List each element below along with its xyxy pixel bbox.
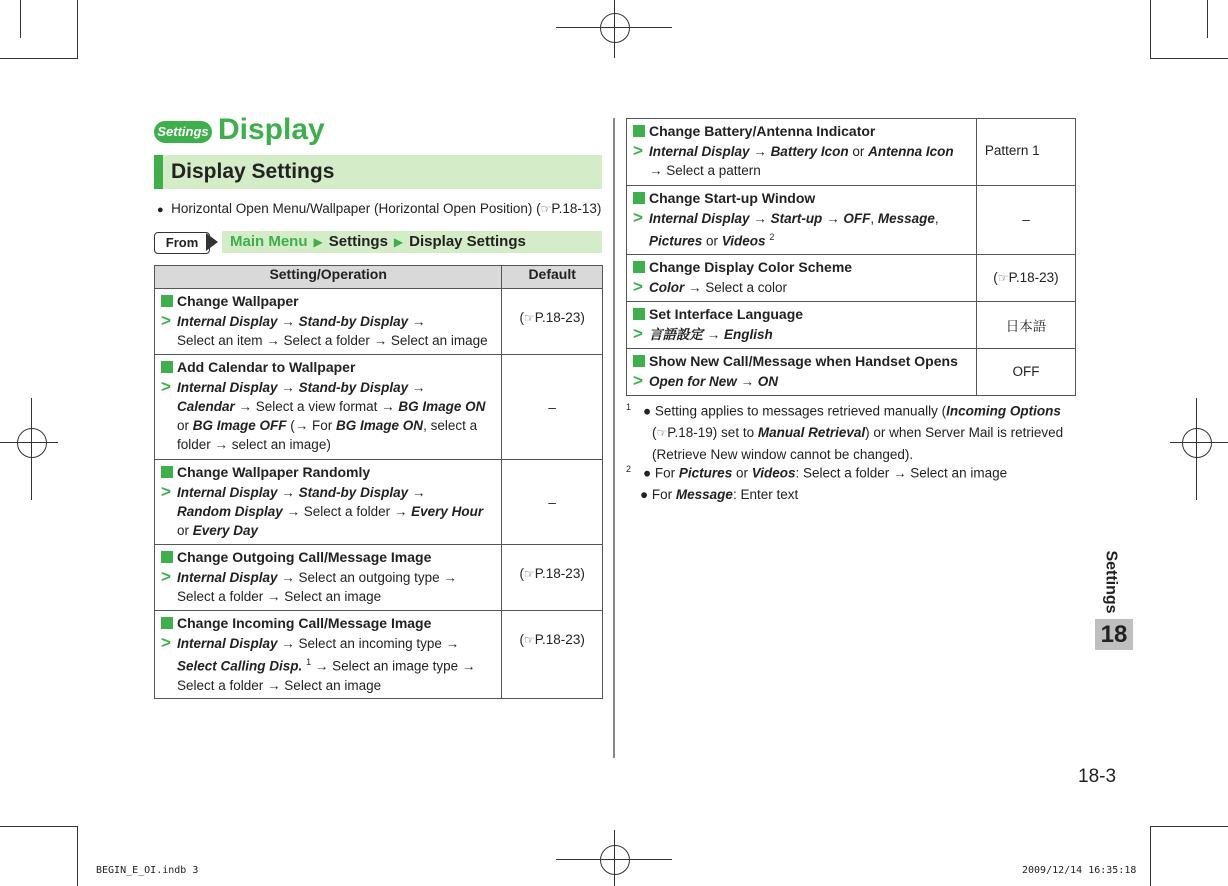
square-bullet-icon (633, 125, 645, 137)
square-bullet-icon (633, 308, 645, 320)
hand-icon: ☞ (524, 633, 535, 647)
triangle-right-icon: ▶ (313, 235, 323, 249)
footer-file: BEGIN_E_OI.indb 3 (96, 865, 199, 876)
square-bullet-icon (161, 361, 173, 373)
table-row: Change Outgoing Call/Message Image > Internal Display → Select an outgoing type → Select a folder → Select an image (☞P.18-23) (155, 545, 603, 611)
default-value: – (976, 186, 1075, 255)
chevron-right-icon: > (633, 208, 643, 227)
row-title: Show New Call/Message when Handset Opens (649, 352, 958, 369)
square-bullet-icon (161, 295, 173, 307)
hand-icon: ☞ (524, 311, 535, 325)
row-title: Change Wallpaper (177, 293, 299, 309)
chevron-right-icon: > (161, 633, 171, 652)
page-number: 18-3 (1078, 766, 1117, 787)
row-title: Change Incoming Call/Message Image (177, 615, 432, 631)
chevron-right-icon: > (633, 276, 643, 296)
default-value-text: P.18-23) (534, 310, 585, 325)
row-title: Change Start-up Window (649, 190, 816, 206)
table-row: Change Wallpaper > Internal Display → Stand-by Display → Select an item → Select a folder → Select an image (☞P.18-23) (155, 289, 603, 355)
chevron-right-icon: > (161, 567, 171, 586)
table-row: Set Interface Language > 言語設定 → English 日本語 (627, 301, 1076, 348)
default-value: – (502, 355, 603, 460)
chevron-right-icon: > (161, 482, 171, 501)
footer-timestamp: 2009/12/14 16:35:18 (1022, 865, 1137, 876)
default-value: 日本語 (976, 301, 1075, 348)
reference-note: ● Horizontal Open Menu/Wallpaper (Horizontal Open Position) (☞P.18-13) (157, 201, 602, 216)
square-bullet-icon (161, 617, 173, 629)
hand-icon: ☞ (524, 567, 535, 581)
square-bullet-icon (633, 192, 645, 204)
default-value: (☞P.18-23) (502, 611, 603, 699)
menu-path-item: Display Settings (409, 233, 526, 250)
reference-note-page: P.18-13) (551, 201, 602, 216)
default-value: (☞P.18-23) (976, 254, 1075, 301)
square-bullet-icon (633, 261, 645, 273)
side-chapter-label-text: Settings (1102, 550, 1120, 614)
menu-path-item: Main Menu (230, 233, 308, 250)
side-chapter-label (1099, 545, 1133, 615)
default-value: – (502, 460, 603, 545)
table-row: Change Start-up Window > Internal Display → Start-up → OFF, Message, Pictures or Videos $^2$ – (627, 186, 1076, 255)
footnote-2: $^2$ ● For Pictures or Videos: Select a folder → Select an image ● For Message: Enter text (626, 464, 1008, 502)
settings-table (154, 265, 603, 699)
hand-icon: ☞ (540, 202, 552, 216)
default-value-text: P.18-23) (534, 632, 585, 647)
row-title: Change Display Color Scheme (649, 258, 853, 275)
settings-table-continued (626, 118, 1076, 396)
default-value-text: P.18-23) (1008, 270, 1059, 285)
default-value: OFF (976, 348, 1075, 395)
row-title: Set Interface Language (649, 305, 804, 322)
table-row: Change Display Color Scheme > Color → Select a color (☞P.18-23) (627, 254, 1076, 301)
row-title: Change Outgoing Call/Message Image (177, 549, 432, 565)
square-bullet-icon (633, 355, 645, 367)
chevron-right-icon: > (633, 370, 643, 390)
section-heading-text: Display Settings (171, 160, 335, 183)
square-bullet-icon (161, 466, 173, 478)
hand-icon: ☞ (656, 425, 668, 440)
menu-path (222, 231, 602, 253)
row-title: Change Wallpaper Randomly (177, 464, 371, 480)
triangle-right-icon: ▶ (393, 235, 404, 249)
table-row: Change Battery/Antenna Indicator > Internal Display → Battery Icon or Antenna Icon → Select a pattern Pattern 1 (627, 119, 1076, 186)
default-value: Pattern 1 (976, 119, 1075, 186)
default-value-text: P.18-23) (534, 566, 585, 581)
table-row: Change Wallpaper Randomly > Internal Display → Stand-by Display → Random Display → Select a folder → Every Hour or Every Day – (155, 460, 603, 545)
table-row: Add Calendar to Wallpaper > Internal Display → Stand-by Display → Calendar → Select a view format → BG Image ON or BG Image OFF (→ For BG Image ON, select a folder → select an image) – (155, 355, 603, 460)
table-row: Show New Call/Message when Handset Opens > Open for New → ON OFF (627, 348, 1076, 395)
chapter-number: 18 (1095, 619, 1133, 650)
chevron-right-icon: > (161, 377, 171, 396)
table-row: Change Incoming Call/Message Image > Internal Display → Select an incoming type → Select Calling Disp. $^1$ → Select an image type → Select a folder → Select an image (☞P.18-23) (155, 611, 603, 699)
page-title: Display (218, 113, 325, 146)
column-header-operation: Setting/Operation (155, 266, 502, 289)
chevron-right-icon: > (633, 141, 643, 160)
settings-pill: Settings (154, 121, 212, 143)
default-value: (☞P.18-23) (502, 545, 603, 611)
column-header-default: Default (502, 266, 603, 289)
section-heading (154, 155, 602, 189)
square-bullet-icon (161, 551, 173, 563)
row-title: Change Battery/Antenna Indicator (649, 123, 876, 139)
from-arrow-icon (206, 233, 218, 251)
chevron-right-icon: > (161, 311, 171, 330)
reference-note-text: Horizontal Open Menu/Wallpaper (Horizontal Open Position) ( (171, 201, 541, 216)
from-label: From (154, 232, 210, 254)
footnote-1: $^1$ ● Setting applies to messages retrieved manually (Incoming Options (☞P.18-19) set to Manual Retrieval) or when Server Mail is retrieved (Retrieve New window cannot be changed). (626, 402, 1064, 462)
menu-path-item: Settings (328, 233, 388, 250)
hand-icon: ☞ (997, 271, 1009, 285)
default-value: (☞P.18-23) (502, 289, 603, 355)
row-title: Add Calendar to Wallpaper (177, 359, 356, 375)
chevron-right-icon: > (633, 323, 643, 343)
